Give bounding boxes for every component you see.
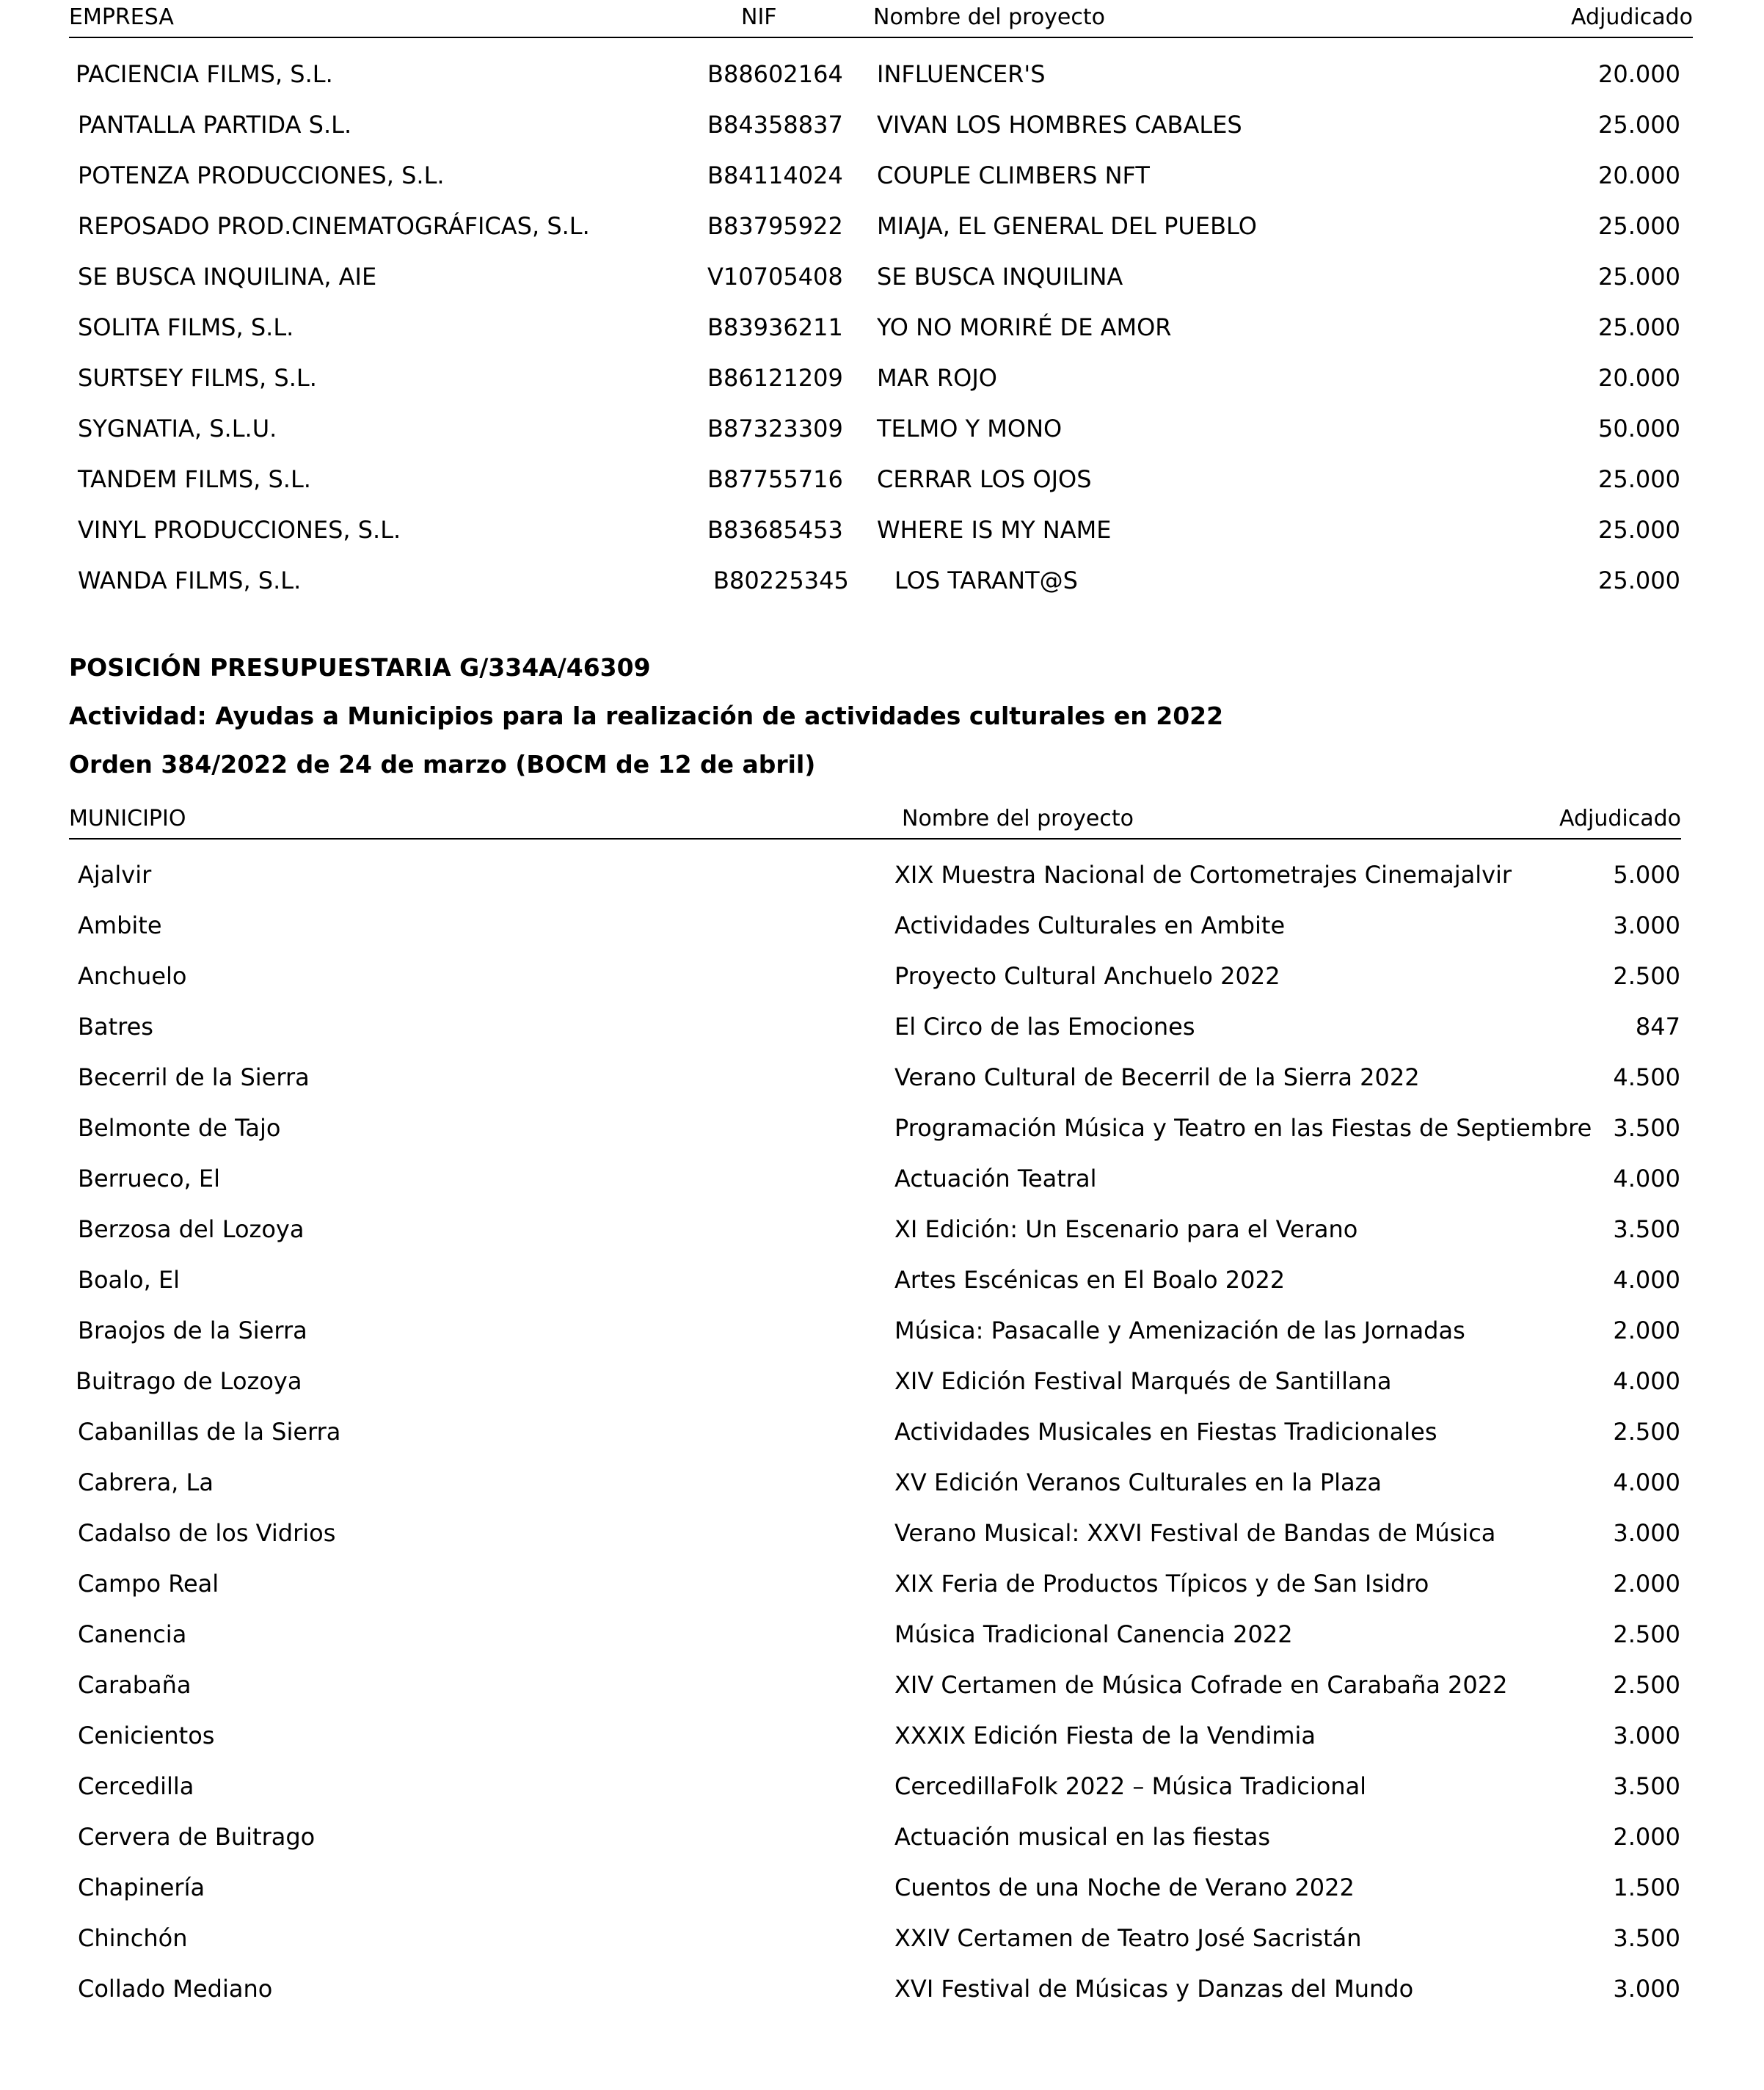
table-row <box>0 404 1764 454</box>
cell-adjudicado: 847 <box>1635 1013 1680 1041</box>
header-proyecto: Nombre del proyecto <box>873 4 1105 30</box>
table-row <box>0 1204 1764 1255</box>
cell-municipio: Canencia <box>78 1620 187 1648</box>
cell-empresa: TANDEM FILMS, S.L. <box>78 465 311 493</box>
cell-municipio: Cercedilla <box>78 1772 194 1800</box>
cell-adjudicado: 50.000 <box>1598 415 1680 443</box>
header-adjudicado: Adjudicado <box>1559 806 1681 831</box>
cell-empresa: PANTALLA PARTIDA S.L. <box>78 111 352 139</box>
cell-adjudicado: 4.500 <box>1613 1063 1680 1091</box>
cell-municipio: Collado Mediano <box>78 1975 273 2003</box>
cell-empresa: POTENZA PRODUCCIONES, S.L. <box>78 161 445 189</box>
cell-nif: V10705408 <box>707 263 843 291</box>
cell-proyecto: Actividades Culturales en Ambite <box>894 911 1286 939</box>
cell-municipio: Cabrera, La <box>78 1468 214 1496</box>
table-row <box>0 1052 1764 1103</box>
cell-municipio: Ambite <box>78 911 162 939</box>
table-row <box>0 1508 1764 1559</box>
cell-proyecto: WHERE IS MY NAME <box>877 516 1112 544</box>
cell-municipio: Cabanillas de la Sierra <box>78 1418 341 1446</box>
cell-empresa: REPOSADO PROD.CINEMATOGRÁFICAS, S.L. <box>78 212 590 240</box>
cell-proyecto: XIV Certamen de Música Cofrade en Carabaña 2022 <box>894 1671 1508 1699</box>
table2-header <box>69 803 1681 840</box>
cell-nif: B83936211 <box>707 313 843 341</box>
cell-adjudicado: 3.000 <box>1613 1975 1680 2003</box>
table-row <box>0 49 1764 100</box>
table-row <box>0 1711 1764 1761</box>
cell-proyecto: INFLUENCER'S <box>877 60 1046 88</box>
cell-municipio: Berrueco, El <box>78 1165 220 1193</box>
cell-proyecto: XIX Muestra Nacional de Cortometrajes Cinemajalvir <box>894 861 1512 889</box>
cell-adjudicado: 2.000 <box>1613 1570 1680 1598</box>
table-row <box>0 556 1764 606</box>
header-adjudicado: Adjudicado <box>1570 4 1693 30</box>
cell-empresa: SE BUSCA INQUILINA, AIE <box>78 263 377 291</box>
cell-adjudicado: 4.000 <box>1613 1468 1680 1496</box>
cell-adjudicado: 20.000 <box>1598 161 1680 189</box>
cell-nif: B84114024 <box>707 161 843 189</box>
cell-proyecto: CercedillaFolk 2022 – Música Tradicional <box>894 1772 1367 1800</box>
table-row <box>0 1356 1764 1407</box>
cell-proyecto: VIVAN LOS HOMBRES CABALES <box>877 111 1242 139</box>
table-row <box>0 1002 1764 1052</box>
table-row <box>0 1863 1764 1913</box>
table-row <box>0 1255 1764 1306</box>
budget-position-heading: POSICIÓN PRESUPUESTARIA G/334A/46309 <box>69 653 651 682</box>
cell-proyecto: Música: Pasacalle y Amenización de las Jornadas <box>894 1317 1465 1344</box>
cell-municipio: Carabaña <box>78 1671 192 1699</box>
cell-adjudicado: 25.000 <box>1598 567 1680 594</box>
cell-empresa: WANDA FILMS, S.L. <box>78 567 302 594</box>
cell-proyecto: CERRAR LOS OJOS <box>877 465 1092 493</box>
cell-nif: B87323309 <box>707 415 843 443</box>
table-row <box>0 1913 1764 1964</box>
cell-adjudicado: 2.000 <box>1613 1317 1680 1344</box>
table-row <box>0 1457 1764 1508</box>
cell-proyecto: Actuación Teatral <box>894 1165 1097 1193</box>
table-row <box>0 1964 1764 2014</box>
table-row <box>0 150 1764 201</box>
table-row <box>0 1812 1764 1863</box>
cell-municipio: Berzosa del Lozoya <box>78 1215 305 1243</box>
cell-adjudicado: 2.500 <box>1613 1620 1680 1648</box>
cell-nif: B87755716 <box>707 465 843 493</box>
cell-municipio: Boalo, El <box>78 1266 181 1294</box>
cell-empresa: SOLITA FILMS, S.L. <box>78 313 294 341</box>
cell-adjudicado: 5.000 <box>1613 861 1680 889</box>
cell-proyecto: XIX Feria de Productos Típicos y de San Isidro <box>894 1570 1429 1598</box>
cell-adjudicado: 3.000 <box>1613 1519 1680 1547</box>
cell-nif: B88602164 <box>707 60 843 88</box>
cell-municipio: Ajalvir <box>78 861 152 889</box>
cell-adjudicado: 4.000 <box>1613 1367 1680 1395</box>
table-row <box>0 850 1764 900</box>
cell-proyecto: MAR ROJO <box>877 364 997 392</box>
cell-adjudicado: 25.000 <box>1598 465 1680 493</box>
cell-adjudicado: 2.500 <box>1613 1418 1680 1446</box>
cell-adjudicado: 3.000 <box>1613 911 1680 939</box>
cell-adjudicado: 4.000 <box>1613 1266 1680 1294</box>
cell-nif: B83795922 <box>707 212 843 240</box>
cell-proyecto: SE BUSCA INQUILINA <box>877 263 1123 291</box>
table-row <box>0 1559 1764 1609</box>
cell-nif: B83685453 <box>707 516 843 544</box>
table-row <box>0 1407 1764 1457</box>
cell-adjudicado: 25.000 <box>1598 313 1680 341</box>
cell-proyecto: TELMO Y MONO <box>877 415 1063 443</box>
cell-municipio: Batres <box>78 1013 153 1041</box>
header-proyecto: Nombre del proyecto <box>902 806 1134 831</box>
header-nif: NIF <box>741 4 777 30</box>
cell-adjudicado: 3.500 <box>1613 1924 1680 1952</box>
table-row <box>0 201 1764 252</box>
cell-proyecto: Actuación musical en las fiestas <box>894 1823 1270 1851</box>
activity-heading: Actividad: Ayudas a Municipios para la realización de actividades culturales en 2022 <box>69 702 1224 730</box>
cell-adjudicado: 20.000 <box>1598 364 1680 392</box>
cell-municipio: Braojos de la Sierra <box>78 1317 307 1344</box>
table-row <box>0 1103 1764 1154</box>
cell-adjudicado: 1.500 <box>1613 1874 1680 1901</box>
table-row <box>0 505 1764 556</box>
cell-proyecto: XVI Festival de Músicas y Danzas del Mundo <box>894 1975 1414 2003</box>
table-row <box>0 302 1764 353</box>
cell-proyecto: XI Edición: Un Escenario para el Verano <box>894 1215 1358 1243</box>
cell-municipio: Chinchón <box>78 1924 188 1952</box>
table-row <box>0 353 1764 404</box>
cell-adjudicado: 25.000 <box>1598 212 1680 240</box>
cell-empresa: VINYL PRODUCCIONES, S.L. <box>78 516 401 544</box>
table-row <box>0 951 1764 1002</box>
cell-municipio: Chapinería <box>78 1874 205 1901</box>
cell-proyecto: Programación Música y Teatro en las Fiestas de Septiembre <box>894 1114 1592 1142</box>
cell-empresa: SURTSEY FILMS, S.L. <box>78 364 317 392</box>
cell-empresa: SYGNATIA, S.L.U. <box>78 415 277 443</box>
cell-proyecto: Verano Cultural de Becerril de la Sierra 2022 <box>894 1063 1420 1091</box>
cell-proyecto: El Circo de las Emociones <box>894 1013 1195 1041</box>
table-row <box>0 1609 1764 1660</box>
cell-nif: B84358837 <box>707 111 843 139</box>
cell-proyecto: LOS TARANT@S <box>894 567 1078 594</box>
table-row <box>0 252 1764 302</box>
cell-proyecto: Actividades Musicales en Fiestas Tradicionales <box>894 1418 1437 1446</box>
cell-proyecto: XV Edición Veranos Culturales en la Plaza <box>894 1468 1382 1496</box>
cell-proyecto: COUPLE CLIMBERS NFT <box>877 161 1150 189</box>
cell-proyecto: Música Tradicional Canencia 2022 <box>894 1620 1293 1648</box>
cell-adjudicado: 2.500 <box>1613 1671 1680 1699</box>
cell-proyecto: Artes Escénicas en El Boalo 2022 <box>894 1266 1286 1294</box>
cell-municipio: Buitrago de Lozoya <box>76 1367 302 1395</box>
table-row <box>0 1761 1764 1812</box>
cell-adjudicado: 3.500 <box>1613 1772 1680 1800</box>
header-empresa: EMPRESA <box>69 4 174 30</box>
cell-municipio: Cadalso de los Vidrios <box>78 1519 336 1547</box>
cell-municipio: Becerril de la Sierra <box>78 1063 310 1091</box>
order-heading: Orden 384/2022 de 24 de marzo (BOCM de 12 de abril) <box>69 750 816 779</box>
table-row <box>0 1306 1764 1356</box>
cell-adjudicado: 3.000 <box>1613 1722 1680 1749</box>
table-row <box>0 1660 1764 1711</box>
cell-municipio: Cenicientos <box>78 1722 215 1749</box>
header-municipio: MUNICIPIO <box>69 806 186 831</box>
cell-proyecto: Verano Musical: XXVI Festival de Bandas de Música <box>894 1519 1496 1547</box>
cell-nif: B86121209 <box>707 364 843 392</box>
cell-adjudicado: 3.500 <box>1613 1215 1680 1243</box>
table-row <box>0 454 1764 505</box>
cell-adjudicado: 25.000 <box>1598 263 1680 291</box>
cell-municipio: Campo Real <box>78 1570 219 1598</box>
cell-proyecto: YO NO MORIRÉ DE AMOR <box>877 313 1172 341</box>
cell-proyecto: Proyecto Cultural Anchuelo 2022 <box>894 962 1280 990</box>
cell-nif: B80225345 <box>713 567 849 594</box>
cell-proyecto: XXIV Certamen de Teatro José Sacristán <box>894 1924 1362 1952</box>
cell-municipio: Belmonte de Tajo <box>78 1114 281 1142</box>
cell-adjudicado: 20.000 <box>1598 60 1680 88</box>
cell-adjudicado: 2.500 <box>1613 962 1680 990</box>
cell-empresa: PACIENCIA FILMS, S.L. <box>76 60 333 88</box>
cell-proyecto: XXXIX Edición Fiesta de la Vendimia <box>894 1722 1316 1749</box>
cell-proyecto: XIV Edición Festival Marqués de Santillana <box>894 1367 1392 1395</box>
table1-header <box>69 1 1693 38</box>
cell-proyecto: Cuentos de una Noche de Verano 2022 <box>894 1874 1355 1901</box>
table-row <box>0 1154 1764 1204</box>
cell-adjudicado: 4.000 <box>1613 1165 1680 1193</box>
table-row <box>0 100 1764 150</box>
table-row <box>0 900 1764 951</box>
cell-municipio: Cervera de Buitrago <box>78 1823 316 1851</box>
cell-adjudicado: 2.000 <box>1613 1823 1680 1851</box>
cell-adjudicado: 3.500 <box>1613 1114 1680 1142</box>
cell-adjudicado: 25.000 <box>1598 516 1680 544</box>
cell-municipio: Anchuelo <box>78 962 187 990</box>
cell-adjudicado: 25.000 <box>1598 111 1680 139</box>
cell-proyecto: MIAJA, EL GENERAL DEL PUEBLO <box>877 212 1257 240</box>
